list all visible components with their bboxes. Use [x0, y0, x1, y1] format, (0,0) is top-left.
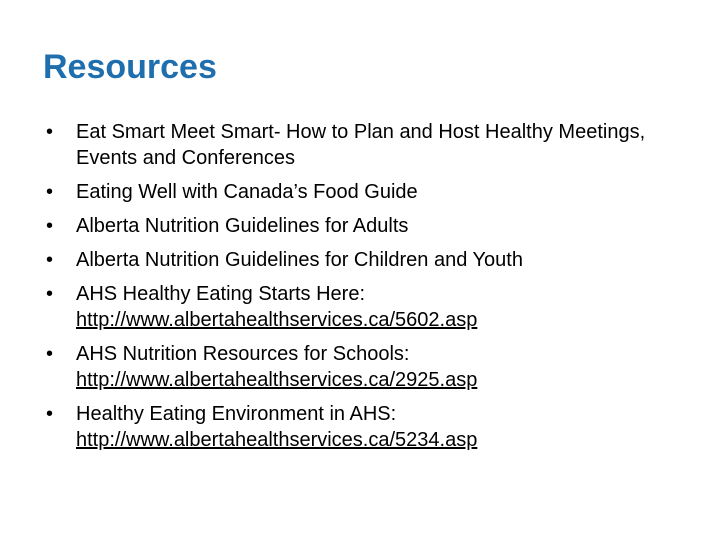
list-item-text: Eat Smart Meet Smart- How to Plan and Host Healthy Meetings, Events and Conferences	[76, 121, 646, 169]
bullet-icon: •	[46, 403, 54, 425]
slide-title: Resources	[43, 48, 217, 86]
nutrition-resources-schools-link[interactable]: http://www.albertahealthservices.ca/2925.asp	[76, 369, 478, 391]
list-item-text: Eating Well with Canada’s Food Guide	[76, 181, 418, 203]
list-item	[44, 179, 684, 205]
bullet-icon: •	[46, 283, 54, 305]
list-item	[44, 401, 684, 453]
list-item	[44, 247, 684, 273]
list-item-text: AHS Healthy Eating Starts Here:	[76, 283, 366, 305]
healthy-eating-environment-link[interactable]: http://www.albertahealthservices.ca/5234.asp	[76, 429, 478, 451]
healthy-eating-starts-here-link[interactable]: http://www.albertahealthservices.ca/5602.asp	[76, 309, 478, 331]
list-item-text: AHS Nutrition Resources for Schools:	[76, 343, 410, 365]
list-item-text: Alberta Nutrition Guidelines for Adults	[76, 215, 409, 237]
list-item-text: Healthy Eating Environment in AHS:	[76, 403, 397, 425]
list-item-text: Alberta Nutrition Guidelines for Children and Youth	[76, 249, 523, 271]
bullet-icon: •	[46, 343, 54, 365]
list-item	[44, 119, 684, 171]
resource-list	[44, 119, 684, 461]
bullet-icon: •	[46, 249, 54, 271]
list-item	[44, 341, 684, 393]
bullet-icon: •	[46, 215, 54, 237]
bullet-icon: •	[46, 121, 54, 143]
bullet-icon: •	[46, 181, 54, 203]
list-item	[44, 213, 684, 239]
list-item	[44, 281, 684, 333]
